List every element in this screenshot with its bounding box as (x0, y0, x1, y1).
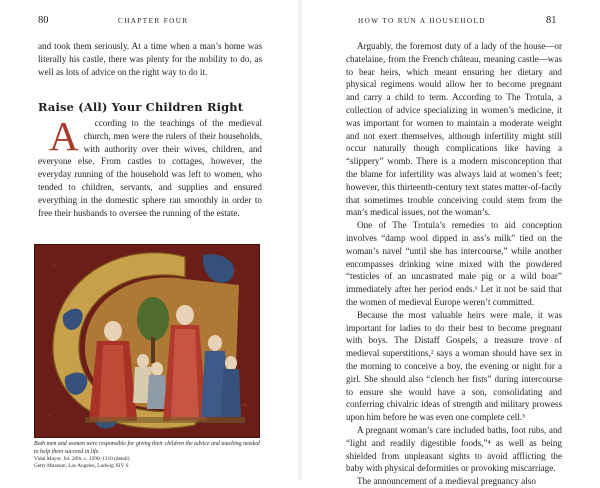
left-opening-text (38, 40, 262, 78)
figure-credit-line-1: Vidal Mayor, fol. 209r, c. 1290–1310 (detail) (34, 456, 130, 462)
left-page (0, 0, 300, 480)
right-body-text (346, 40, 562, 488)
right-paragraph-5: The announcement of a medieval pregnancy also (357, 476, 536, 487)
drop-cap: A (49, 113, 79, 159)
figure-credit-line-2: Getty Museum, Los Angeles, Ludwig XIV 6 (34, 463, 129, 469)
right-paragraph-2: One of The Trotula’s remedies to aid conception involves “damp wool dipped in ass’s milk” tied on the woman’s navel “until she has intercourse,” while another encompasses drinking wine mixed with the powdered “testicles of an uncastrated male pig or a wild boar” immediately after her period ends.¹ Let it not be said that the women of medieval Europe weren’t committed. (346, 220, 562, 307)
section-text (38, 113, 262, 219)
right-page (300, 0, 600, 487)
right-paragraph-3: Because the most valuable heirs were male, it was important for ladies to do their best to become pregnant with boys. The Distaff Gospels, a treasure trove of medieval superstitions,² says a woman should have sex in the morning to conceive a boy, the evening or night for a girl. She should also “clench her fists” during intercourse to ensure she would have a son, consolidating and conferring chivalric ideas of strength and military prowess upon him before he was even one complete cell.³ (346, 309, 562, 423)
section-paragraph (38, 113, 262, 219)
right-paragraph-1: Arguably, the foremost duty of a lady of the house—or chatelaine, from the French château, meaning castle—was to bear heirs, which meant ensuring her dietary and physical regimens would allow her to become pregnant and carry a child to term. According to The Trotula, a collection of advice specializing in women’s medicine, it was important for women to maintain a moderate weight and not exert themselves, although infertility might still occur naturally though complications like having a “slippery” womb. There is a modern misconception that the blame for infertility was always laid at women’s feet; however, this thirteenth-century text states matter-of-factly that sometimes trouble conceiving could stem from the man’s medical issues, not the woman’s. (346, 41, 562, 218)
left-folio: 80 (38, 15, 49, 26)
opening-paragraph: and took them seriously. At a time when a man’s home was literally his castle, there was plenty for the nobility to do, as well as lots of advice on the right way to do it. (38, 41, 262, 77)
manuscript-illumination (34, 244, 260, 438)
right-paragraph-4: A pregnant woman’s care included baths, foot rubs, and “light and readily digestible foods,”⁴ as well as being shielded from unpleasant sights to avoid afflicting the baby with physical deformities or provoking miscarriage. (346, 424, 562, 474)
right-running-head: HOW TO RUN A HOUSEHOLD (358, 17, 486, 25)
section-paragraph-text: ccording to the teachings of the medieval church, men were the rulers of their households, with authority over their wives, children, and everyone else. From castles to cottages, however, the everyday running of the household was left to women, who tended to children, servants, and supplies and ensured everything in the domestic sphere ran smoothly in order to free their husbands to oversee the running of the estate. (38, 118, 262, 218)
figure-caption: Both men and women were responsible for giving their children the advice and teaching needed to help them succeed in life. (34, 441, 260, 455)
section-heading: Raise (All) Your Children Right (38, 100, 244, 114)
left-running-head: CHAPTER FOUR (118, 17, 189, 25)
illumination-image (35, 245, 259, 437)
right-folio: 81 (546, 15, 557, 26)
